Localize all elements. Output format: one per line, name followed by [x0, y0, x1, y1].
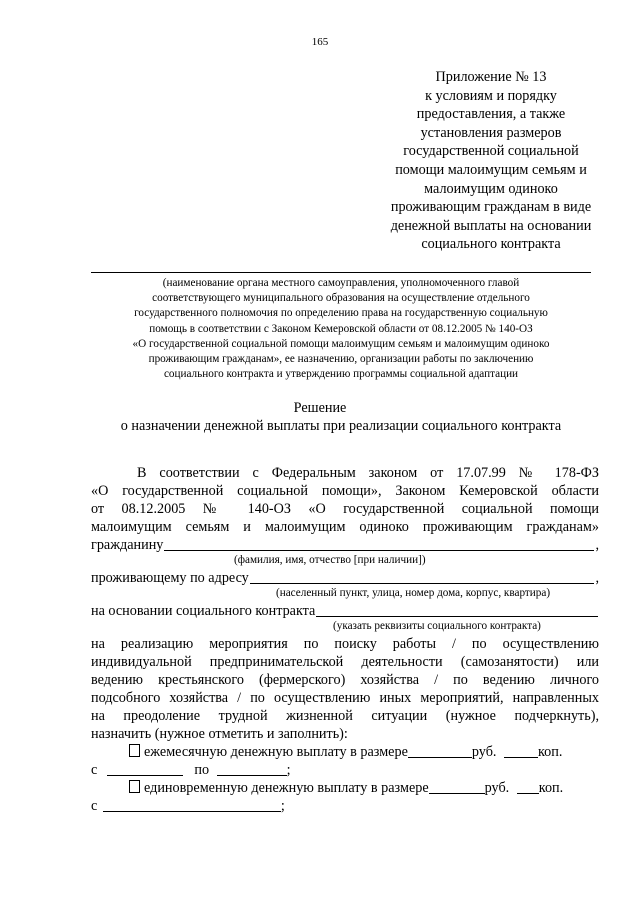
appendix-line: установления размеров — [420, 124, 562, 141]
appendix-line: помощи малоимущим семьям и — [395, 161, 587, 178]
monthly-kop-field[interactable] — [504, 744, 538, 758]
contract-label: на основании социального контракта — [91, 603, 316, 619]
monthly-rub-field[interactable] — [408, 744, 472, 758]
appendix-line: Приложение № 13 — [435, 69, 547, 85]
option-monthly-row — [91, 743, 599, 761]
monthly-kop-label: коп. — [538, 744, 563, 760]
appendix-line: социального контракта — [421, 236, 561, 253]
authority-hint-line: соответствующего муниципального образования на осуществление отдельного — [152, 292, 530, 305]
intro-line-4: малоимущим семьям и малоимущим одиноко проживающим гражданам» — [91, 519, 599, 535]
once-rub-label: руб. — [484, 780, 510, 796]
purpose-line-2: индивидуальной предпринимательской деятельности (самозанятости) или — [91, 654, 599, 670]
address-label: проживающему по адресу — [91, 570, 249, 586]
once-label: единовременную денежную выплату в размере — [144, 780, 429, 796]
once-from-field[interactable] — [103, 798, 281, 812]
address-field[interactable] — [250, 570, 595, 584]
once-rub-field[interactable] — [429, 780, 485, 794]
once-kop-label: коп. — [538, 780, 564, 796]
document-subtitle: о назначении денежной выплаты при реализации социального контракта — [120, 418, 562, 434]
intro-line-2: «О государственной социальной помощи», Законом Кемеровской области — [91, 483, 599, 499]
monthly-label: ежемесячную денежную выплату в размере — [144, 744, 408, 760]
document-title: Решение — [293, 400, 347, 416]
citizen-row — [91, 536, 599, 554]
monthly-rub-label: руб. — [471, 744, 497, 760]
appendix-line: денежной выплаты на основании — [390, 217, 592, 234]
monthly-from-label: с — [91, 762, 98, 778]
option-once-row — [91, 779, 599, 797]
contract-details-field[interactable] — [316, 603, 598, 617]
purpose-line-4: подсобного хозяйства / по осуществлению иных мероприятий, направленных — [91, 690, 599, 706]
once-end: ; — [280, 798, 285, 814]
appendix-line: предоставления, а также — [416, 106, 566, 123]
monthly-checkbox[interactable] — [129, 744, 140, 757]
appendix-line: к условиям и порядку — [425, 87, 557, 104]
contract-row — [91, 602, 599, 620]
monthly-from-field[interactable] — [107, 762, 183, 776]
once-from-label: с — [91, 798, 98, 814]
authority-name-line — [91, 272, 591, 273]
appendix-line: проживающим гражданам в виде — [390, 199, 592, 216]
authority-name-hint — [91, 276, 591, 382]
once-checkbox[interactable] — [129, 780, 140, 793]
authority-hint-line: проживающим гражданам», ее назначению, организации работы по заключению — [148, 353, 534, 366]
monthly-to-field[interactable] — [217, 762, 287, 776]
assign-line: назначить (нужное отметить и заполнить): — [91, 726, 348, 742]
once-kop-field[interactable] — [517, 780, 539, 794]
monthly-period-row — [91, 761, 599, 779]
citizen-name-field[interactable] — [164, 537, 594, 551]
purpose-line-1: на реализацию мероприятия по поиску работы / по осуществлению — [91, 636, 599, 652]
monthly-end: ; — [286, 762, 291, 778]
address-end: , — [595, 570, 599, 586]
purpose-line-5: на преодоление трудной жизненной ситуации (нужное подчеркнуть), — [91, 708, 599, 724]
intro-line-3: от 08.12.2005 № 140-ОЗ «О государственной социальной помощи — [91, 501, 599, 517]
address-hint: (населенный пункт, улица, номер дома, корпус, квартира) — [276, 587, 551, 599]
once-date-row — [91, 797, 599, 815]
purpose-line-3: ведению крестьянского (фермерского) хозяйства / по ведению личного — [91, 672, 599, 688]
appendix-line: малоимущим одиноко — [424, 180, 558, 197]
authority-hint-line: помощь в соответствии с Законом Кемеровской области от 08.12.2005 № 140-ОЗ — [149, 322, 533, 335]
page-number: 165 — [311, 36, 329, 48]
citizen-end: , — [595, 537, 599, 553]
appendix-line: государственной социальной — [403, 143, 579, 160]
authority-hint-line: «О государственной социальной помощи малоимущим семьям и малоимущим одиноко — [132, 337, 550, 350]
contract-hint: (указать реквизиты социального контракта) — [333, 620, 541, 632]
appendix-header — [368, 68, 614, 254]
citizen-hint: (фамилия, имя, отчество [при наличии]) — [234, 554, 426, 566]
authority-hint-line: государственного полномочия по определению права на государственную социальную — [134, 307, 548, 320]
intro-line-1: В соответствии с Федеральным законом от 17.07.99 № 178-ФЗ — [137, 465, 599, 481]
monthly-to-label: по — [194, 762, 210, 778]
citizen-label: гражданину — [91, 537, 164, 553]
authority-hint-line: социального контракта и утверждению программы социальной адаптации — [163, 368, 519, 381]
address-row — [91, 569, 599, 587]
authority-hint-line: (наименование органа местного самоуправления, уполномоченного главой — [162, 277, 520, 289]
